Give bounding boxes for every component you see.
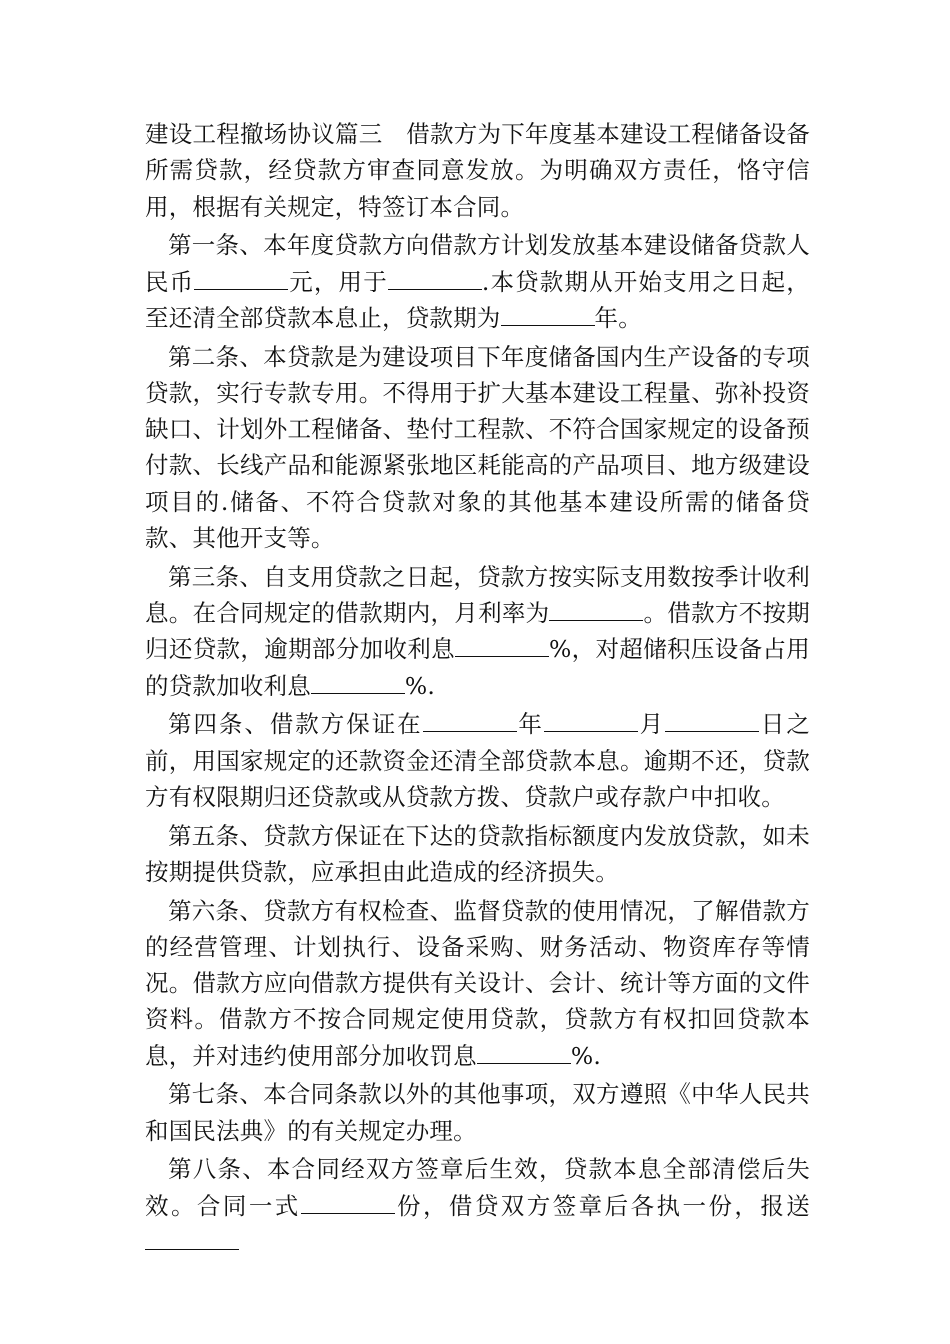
article-4-text-a: 第四条、借款方保证在 bbox=[168, 710, 423, 739]
article-6-text-a: 第六条、贷款方有权检查、监督贷款的使用情况，了解借款方的经营管理、计划执行、设备采购、财务活动、物资库存等情况。借款方应向借款方提供有关设计、会计、统计等方面的文件资料。借款方不按合同规定使用贷款，贷款方有权扣回贷款本息，并对违约使用部分加收罚息 bbox=[145, 896, 810, 1070]
penalty-interest-blank[interactable] bbox=[477, 1045, 571, 1064]
article-8-text-a: 第八条、本合同经双方签章后生效，贷款本息全部清偿后失效。合同一式 bbox=[145, 1155, 810, 1220]
intro-text: 建设工程撤场协议篇三 借款方为下年度基本建设工程储备设备所需贷款，经贷款方审查同意发放。为明确双方责任，恪守信用，根据有关规定，特签订本合同。 bbox=[145, 120, 810, 221]
paragraph-article-4 bbox=[145, 706, 810, 815]
paragraph-article-3 bbox=[145, 559, 810, 704]
article-3-text-b: 。借款方不按期归还贷款，逾期部分加收利息 bbox=[145, 599, 810, 664]
article-4-text-c: 月 bbox=[637, 710, 666, 739]
paragraph-article-2 bbox=[145, 339, 810, 557]
article-7-text: 第七条、本合同条款以外的其他事项，双方遵照《中华人民共和国民法典》的有关规定办理。 bbox=[145, 1080, 810, 1145]
paragraph-article-7 bbox=[145, 1076, 810, 1149]
article-3-text-a: 第三条、自支用贷款之日起，贷款方按实际支用数按季计收利息。在合同规定的借款期内，月利率为 bbox=[145, 562, 810, 628]
article-6-text-b: %. bbox=[570, 1041, 602, 1070]
month-blank[interactable] bbox=[544, 713, 638, 732]
article-1-text-a: 第一条、本年度贷款方向借款方计划发放基本建设储备贷款人民币 bbox=[145, 231, 810, 296]
purpose-blank[interactable] bbox=[388, 271, 482, 290]
article-2-text: 第二条、本贷款是为建设项目下年度储备国内生产设备的专项贷款，实行专款专用。不得用于扩大基本建设工程量、弥补投资缺口、计划外工程储备、垫付工程款、不符合国家规定的设备预付款、长线产品和能源紧张地区耗能高的产品项目、地方级建设项目的.储备、不符合贷款对象的其他基本建设所需的储备贷款、其他开支等。 bbox=[145, 342, 810, 553]
article-4-text-d: 日之前，用国家规定的还款资金还清全部贷款本息。逾期不还，贷款方有权限期归还贷款或从贷款方拨、贷款户或存款户中扣收。 bbox=[145, 710, 811, 811]
article-5-text: 第五条、贷款方保证在下达的贷款指标额度内发放贷款，如未按期提供贷款，应承担由此造成的经济损失。 bbox=[145, 821, 810, 886]
article-3-text-c: %，对超储积压设备占用的贷款加收利息 bbox=[145, 635, 810, 700]
submit-to-blank[interactable] bbox=[145, 1231, 239, 1250]
copies-blank[interactable] bbox=[301, 1195, 395, 1214]
year-blank[interactable] bbox=[423, 713, 517, 732]
monthly-rate-blank[interactable] bbox=[549, 602, 643, 621]
article-8-text-b: 份，借贷双方签章后各执一份，报送 bbox=[394, 1191, 811, 1220]
article-1-text-d: 年。 bbox=[594, 303, 642, 332]
loan-term-blank[interactable] bbox=[501, 307, 595, 326]
paragraph-article-8 bbox=[145, 1151, 810, 1260]
paragraph-intro bbox=[145, 116, 810, 225]
article-1-text-b: 元，用于 bbox=[288, 267, 388, 296]
paragraph-article-6 bbox=[145, 893, 810, 1074]
day-blank[interactable] bbox=[665, 713, 759, 732]
overdue-interest-blank[interactable] bbox=[455, 638, 549, 657]
article-1-text-c: .本贷款期从开始支用之日起，至还清全部贷款本息止，贷款期为 bbox=[145, 267, 810, 332]
paragraph-article-5 bbox=[145, 818, 810, 891]
overstock-interest-blank[interactable] bbox=[311, 675, 405, 694]
article-4-text-b: 年 bbox=[516, 710, 544, 739]
paragraph-article-1 bbox=[145, 227, 810, 336]
article-3-text-d: %. bbox=[404, 671, 436, 700]
amount-blank[interactable] bbox=[194, 271, 288, 290]
document-page bbox=[145, 116, 810, 1263]
